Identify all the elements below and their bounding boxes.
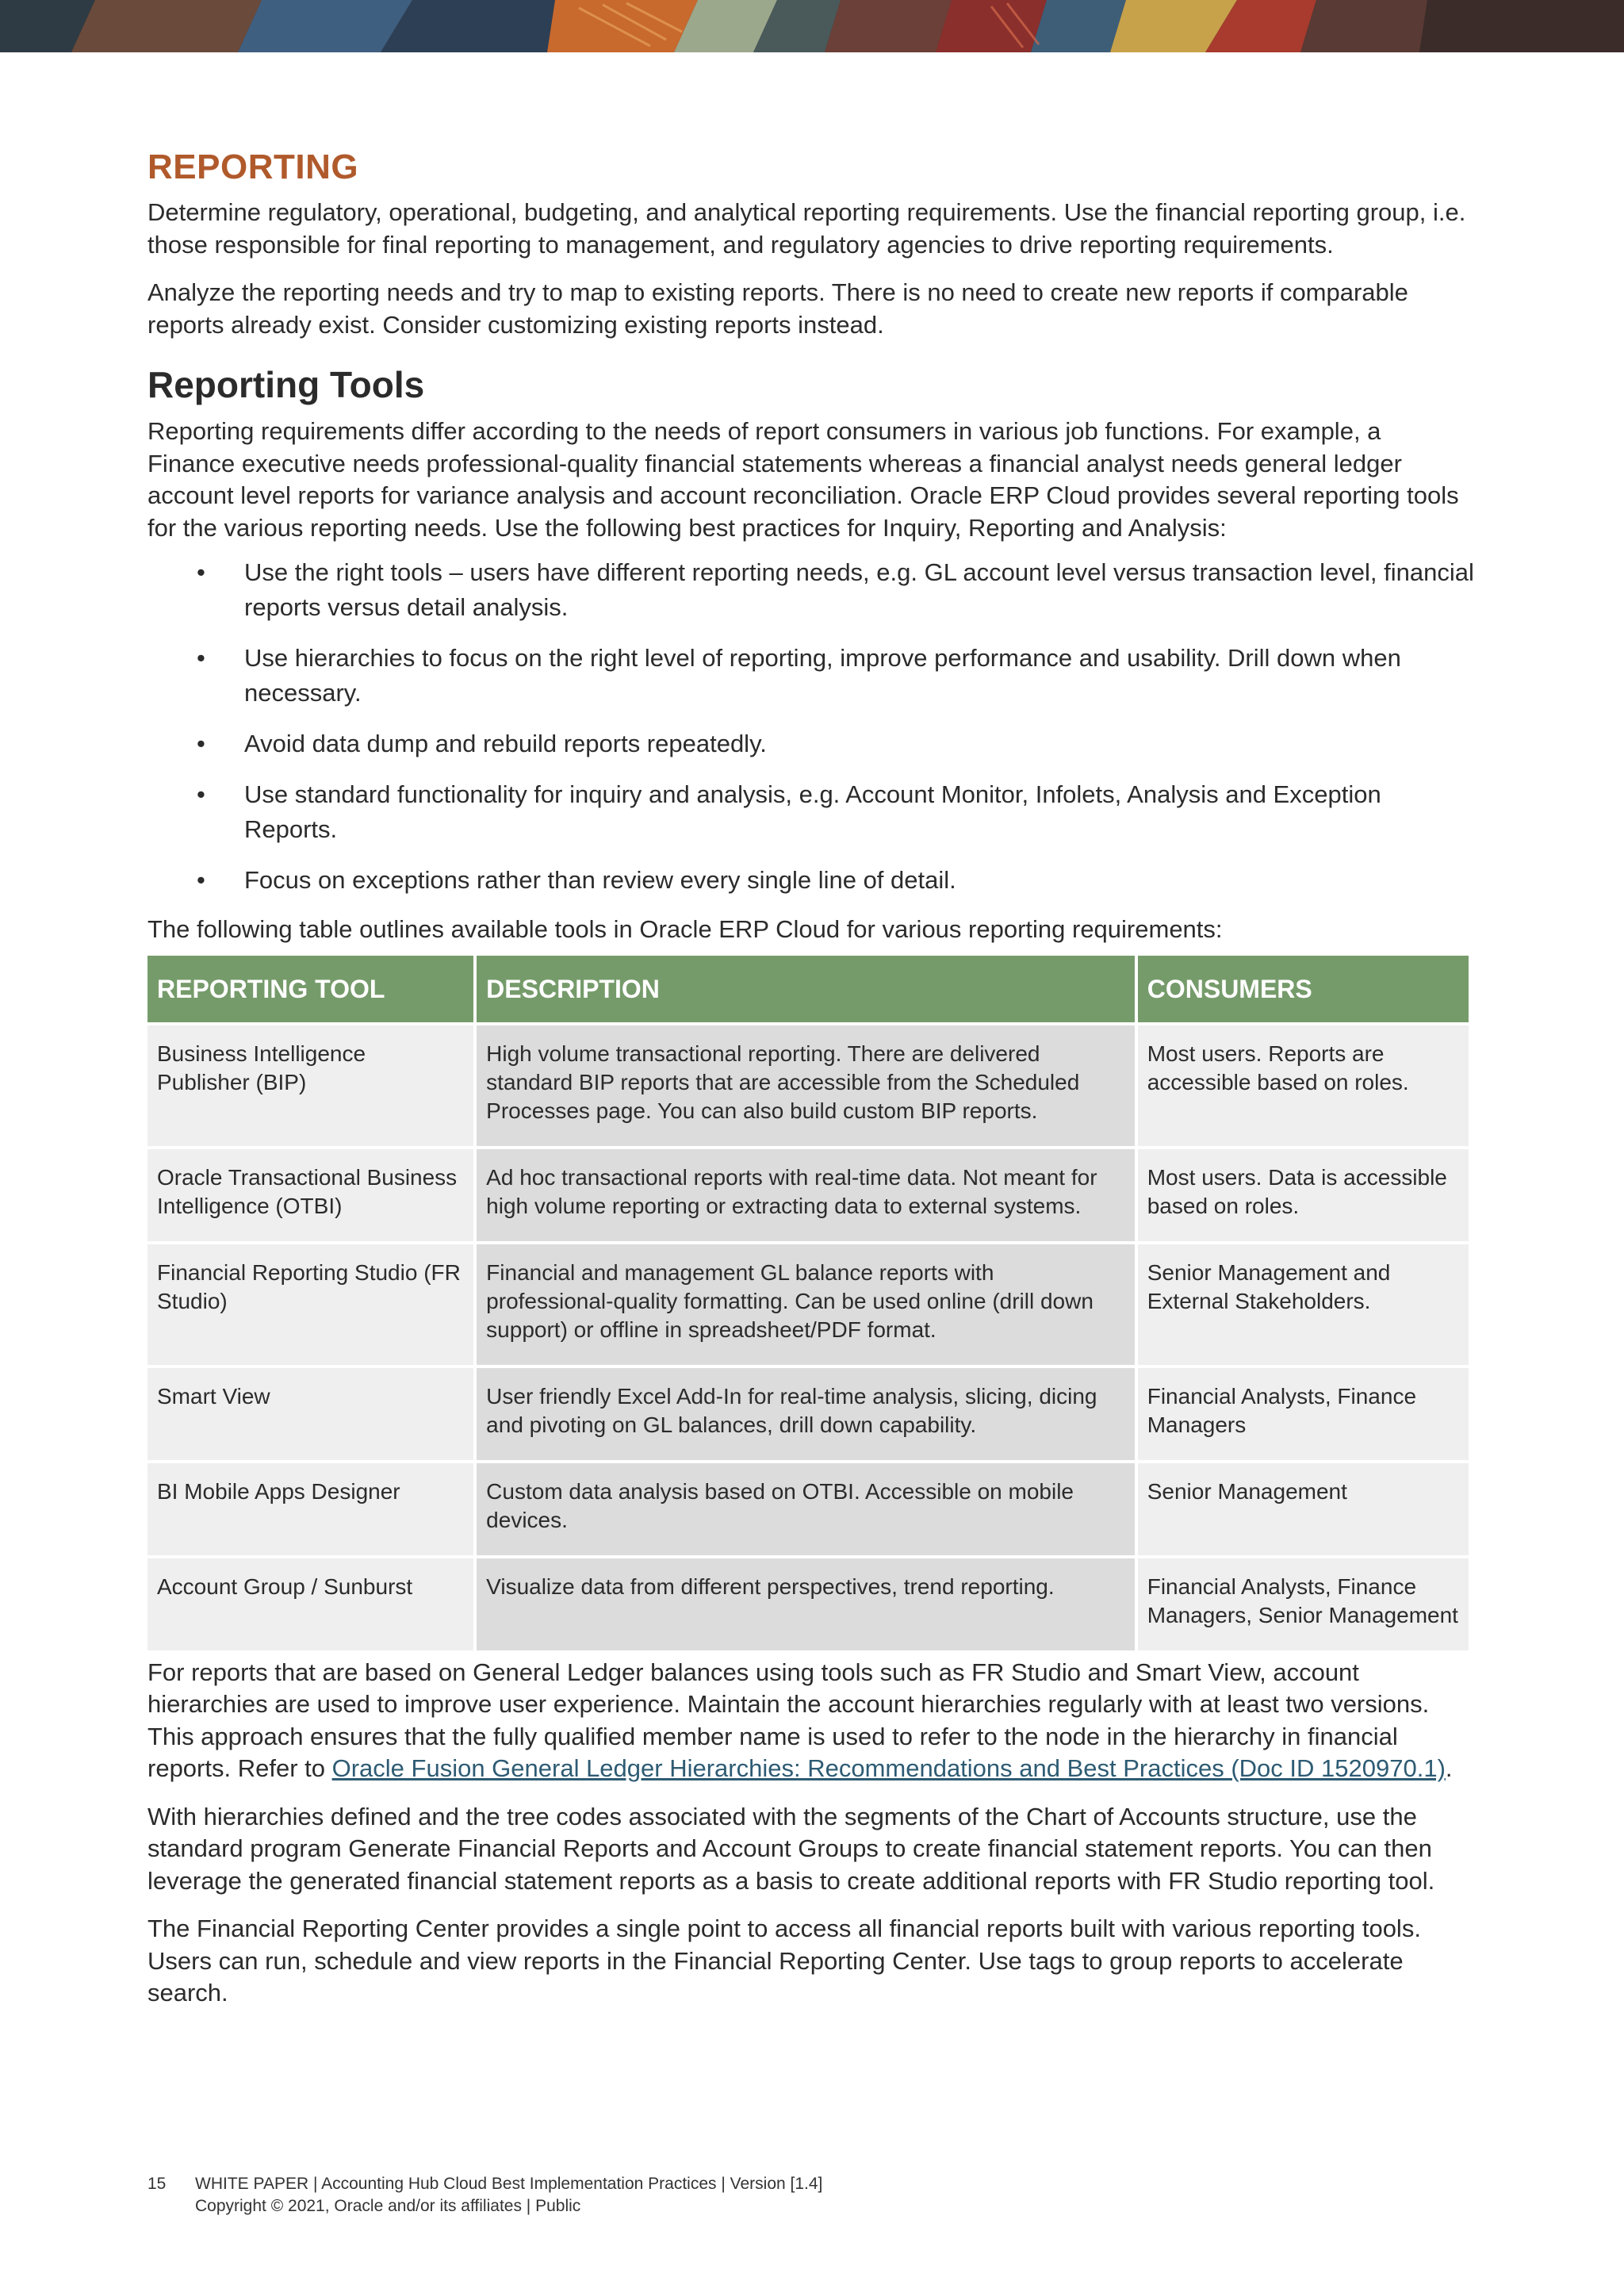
table-cell-description: Visualize data from different perspectives, trend reporting. xyxy=(477,1558,1135,1650)
table-cell-consumers: Financial Analysts, Finance Managers, Senior Management xyxy=(1138,1558,1469,1650)
table-cell-description: Ad hoc transactional reports with real-time data. Not meant for high volume reporting or extracting data to external systems. xyxy=(477,1149,1135,1241)
column-header-consumers: CONSUMERS xyxy=(1138,956,1469,1022)
hierarchy-paragraph xyxy=(147,1657,1475,1785)
reporting-tools-table xyxy=(144,953,1472,1654)
doc-link-gl-hierarchies[interactable]: Oracle Fusion General Ledger Hierarchies: Recommendations and Best Practices (Doc ID 1520970.1) xyxy=(331,1754,1446,1782)
table-cell-tool: Business Intelligence Publisher (BIP) xyxy=(147,1025,473,1146)
table-cell-description: Financial and management GL balance reports with professional-quality formatting. Can be used online (drill down support) or offline in spreadsheet/PDF format. xyxy=(477,1244,1135,1365)
page-footer xyxy=(147,2173,822,2217)
table-row xyxy=(147,1368,1469,1460)
footer-copyright: Copyright © 2021, Oracle and/or its affiliates | Public xyxy=(195,2197,581,2215)
bullet-icon: • xyxy=(197,780,205,808)
table-cell-tool: Smart View xyxy=(147,1368,473,1460)
table-cell-description: Custom data analysis based on OTBI. Accessible on mobile devices. xyxy=(477,1463,1135,1555)
footer-document-title: WHITE PAPER | Accounting Hub Cloud Best Implementation Practices | Version [1.4] xyxy=(195,2175,823,2193)
table-cell-tool: BI Mobile Apps Designer xyxy=(147,1463,473,1555)
reporting-tools-intro: Reporting requirements differ according to the needs of report consumers in various job functions. For example, a Finance executive needs professional-quality financial statements whereas a financial analyst needs general ledger account level reports for variance analysis and account reconciliation. Oracle ERP Cloud provides several reporting tools for the various reporting needs. Use the following best practices for Inquiry, Reporting and Analysis: xyxy=(147,417,1459,542)
list-item xyxy=(147,641,1475,711)
list-item xyxy=(147,555,1475,625)
column-header-tool: REPORTING TOOL xyxy=(147,956,473,1022)
best-practices-list xyxy=(147,555,1475,898)
table-row xyxy=(147,1244,1469,1365)
reporting-tools-heading: Reporting Tools xyxy=(147,364,425,405)
list-item-text: Use hierarchies to focus on the right level of reporting, improve performance and usability. Drill down when necessary. xyxy=(244,644,1401,707)
table-cell-tool: Oracle Transactional Business Intelligence (OTBI) xyxy=(147,1149,473,1241)
table-cell-consumers: Most users. Data is accessible based on roles. xyxy=(1138,1149,1469,1241)
section-title: REPORTING xyxy=(147,148,359,186)
reporting-center-paragraph: The Financial Reporting Center provides a single point to access all financial reports built with various reporting tools. Users can run, schedule and view reports in the Financial Reporting Center. Use tags to group reports to accelerate search. xyxy=(147,1915,1421,2007)
table-row xyxy=(147,1558,1469,1650)
page-content xyxy=(147,148,1475,2026)
bullet-icon: • xyxy=(197,644,205,672)
table-header-row xyxy=(147,956,1469,1022)
hierarchy-text: For reports that are based on General Ledger balances using tools such as FR Studio and Smart View, account hierarchies are used to improve user experience. Maintain the account hierarchies regularly with at least two versions. This approach ensures that the fully qualified member name is used to refer to the node in the hierarchy in financial reports. Refer to xyxy=(147,1658,1430,1782)
hierarchy-text-end: . xyxy=(1445,1754,1453,1782)
bullet-icon: • xyxy=(197,558,205,586)
bullet-icon: • xyxy=(197,866,205,894)
generate-reports-paragraph: With hierarchies defined and the tree codes associated with the segments of the Chart of Accounts structure, use the standard program Generate Financial Reports and Account Groups to create financial statement reports. You can then leverage the generated financial statement reports as a basis to create additional reports with FR Studio reporting tool. xyxy=(147,1802,1435,1895)
page-number: 15 xyxy=(147,2175,167,2193)
list-item-text: Use standard functionality for inquiry and analysis, e.g. Account Monitor, Infolets, Analysis and Exception Reports. xyxy=(244,780,1381,843)
table-row xyxy=(147,1149,1469,1241)
footer-line-1 xyxy=(147,2173,822,2195)
list-item-text: Avoid data dump and rebuild reports repeatedly. xyxy=(244,730,767,757)
header-banner-image xyxy=(0,0,1624,52)
list-item-text: Use the right tools – users have different reporting needs, e.g. GL account level versus transaction level, financial reports versus detail analysis. xyxy=(244,558,1474,621)
reporting-paragraph-2: Analyze the reporting needs and try to map to existing reports. There is no need to create new reports if comparable reports already exist. Consider customizing existing reports instead. xyxy=(147,278,1408,339)
reporting-paragraph-1: Determine regulatory, operational, budgeting, and analytical reporting requirements. Use the financial reporting group, i.e. those responsible for final reporting to management, and regulatory agencies to drive reporting requirements. xyxy=(147,198,1466,259)
table-cell-tool: Account Group / Sunburst xyxy=(147,1558,473,1650)
list-item xyxy=(147,777,1475,847)
list-item xyxy=(147,726,1475,761)
table-row xyxy=(147,1025,1469,1146)
column-header-description: DESCRIPTION xyxy=(477,956,1135,1022)
table-row xyxy=(147,1463,1469,1555)
list-item-text: Focus on exceptions rather than review every single line of detail. xyxy=(244,866,956,894)
table-cell-description: High volume transactional reporting. There are delivered standard BIP reports that are accessible from the Scheduled Processes page. You can also build custom BIP reports. xyxy=(477,1025,1135,1146)
table-cell-consumers: Most users. Reports are accessible based on roles. xyxy=(1138,1025,1469,1146)
table-cell-consumers: Financial Analysts, Finance Managers xyxy=(1138,1368,1469,1460)
table-cell-description: User friendly Excel Add-In for real-time analysis, slicing, dicing and pivoting on GL balances, drill down capability. xyxy=(477,1368,1135,1460)
bullet-icon: • xyxy=(197,730,205,757)
table-cell-consumers: Senior Management xyxy=(1138,1463,1469,1555)
table-cell-tool: Financial Reporting Studio (FR Studio) xyxy=(147,1244,473,1365)
list-item xyxy=(147,863,1475,898)
table-intro: The following table outlines available tools in Oracle ERP Cloud for various reporting requirements: xyxy=(147,915,1223,943)
table-cell-consumers: Senior Management and External Stakeholders. xyxy=(1138,1244,1469,1365)
